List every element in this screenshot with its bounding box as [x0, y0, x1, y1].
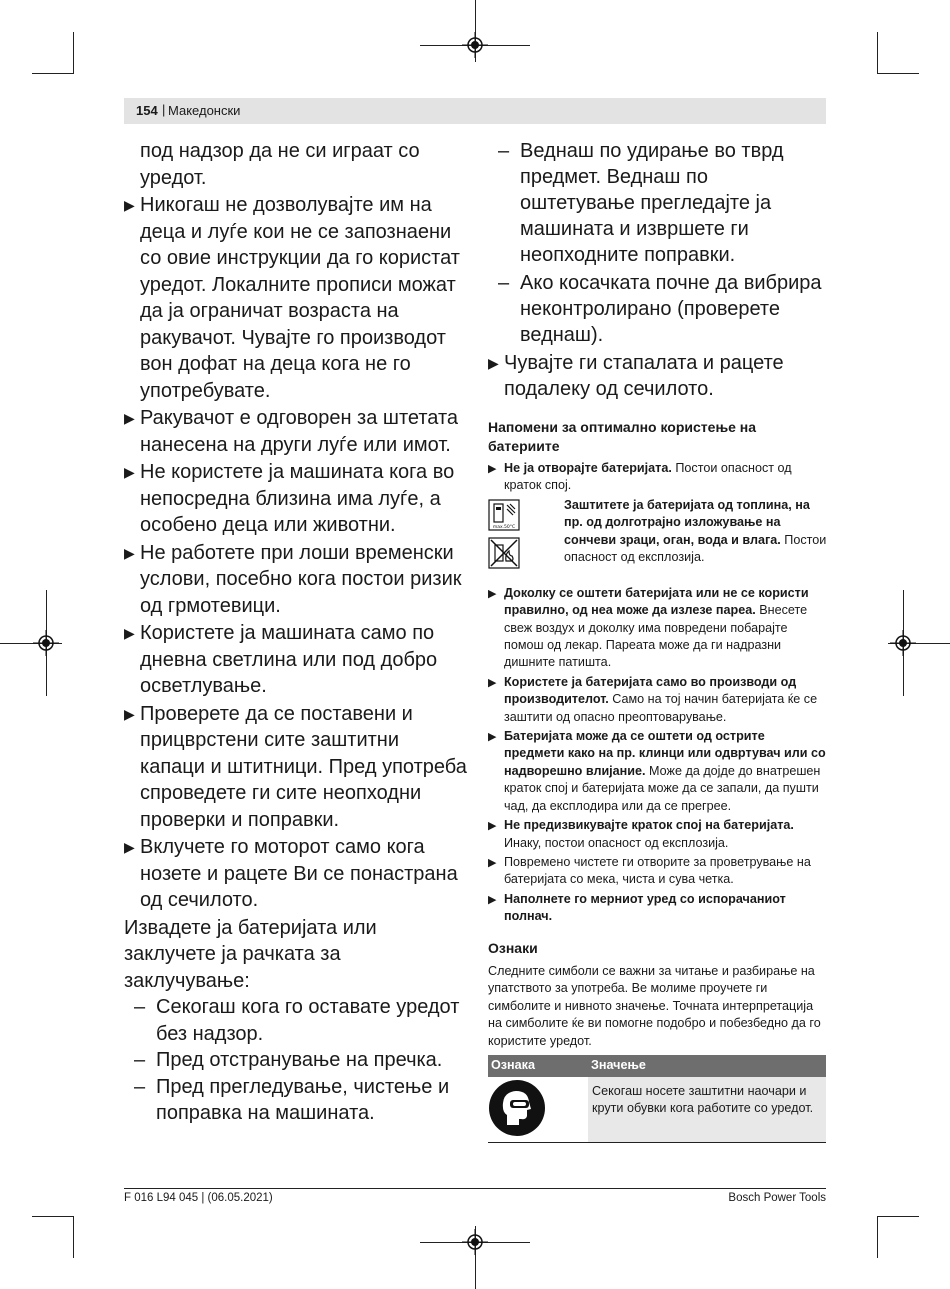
dash-item: – Пред прегледување, чистење и поправка на машината. — [134, 1075, 450, 1124]
bullet-triangle-icon: ▶ — [488, 856, 497, 869]
list-item: ▶ Не ја отворајте батеријата. Постои опасност од краток спој. — [488, 461, 792, 493]
dash-item: – Ако косачката почне да вибрира неконтролирано (проверете веднаш). — [498, 272, 822, 346]
registration-mark-icon — [462, 1229, 488, 1255]
crop-mark — [32, 73, 74, 74]
list-item: ▶ Не работете при лоши временски услови, посебно кога постои ризик од грмотевици. — [124, 541, 462, 617]
list-item: ▶ Не предизвикувајте краток спој на батеријата. Инаку, постои опасност од експлозија. — [488, 818, 794, 850]
bullet-triangle-icon: ▶ — [488, 587, 497, 600]
page-header — [124, 98, 826, 124]
crop-mark — [877, 32, 878, 74]
crop-mark — [73, 1216, 74, 1258]
symbols-intro: Следните симболи се важни за читање и разбирање на упатството за употреба. Ве молиме проучете ги симболите и нивното значење. Точната интерпретација на симболите ќе ви помогне подобро и побезбедно да го користите уредот. — [488, 963, 821, 1048]
dash-item: – Пред отстранување на пречка. — [134, 1049, 443, 1071]
no-fire-water-icon — [488, 537, 520, 569]
bullet-triangle-icon: ▶ — [488, 355, 499, 371]
list-item: ▶ Користете ја батеријата само во производи од производителот. Само на тој начин батеријата ќе се заштити од опасно преоптоварување. — [488, 674, 818, 724]
list-item: ▶ Повремено чистете ги отворите за проветрување на батеријата со мека, чиста и сува четка. — [488, 854, 811, 887]
table-header-meaning: Значење — [588, 1055, 826, 1077]
heat-warning-text: Заштитете ја батеријата од топлина, на пр. од долготрајно изложување на сончеви зраци, оган, вода и влага. Постои опасност од експлозија. — [564, 497, 827, 565]
crop-mark — [73, 32, 74, 74]
bullet-triangle-icon: ▶ — [124, 197, 135, 213]
registration-mark-icon — [890, 630, 916, 656]
footer-divider — [124, 1188, 826, 1189]
registration-mark-icon — [462, 32, 488, 58]
list-item: ▶ Доколку се оштети батеријата или не се користи правилно, од неа може да излезе пареа. Внесете свеж воздух и доколку има повредени побарајте помош од лекар. Пареата може да ги надразни дишните патишта. — [488, 585, 809, 670]
svg-text:max.50°C: max.50°C — [492, 524, 516, 530]
header-language: Македонски — [168, 103, 241, 118]
symbol-cell — [488, 1077, 588, 1143]
list-item: ▶ Чувајте ги стапалата и рацете подалеку од сечилото. — [488, 352, 784, 400]
battery-notes-section — [488, 418, 828, 1143]
crop-mark — [32, 1216, 74, 1217]
list-item: ▶ Вклучете го моторот само кога нозете и рацете Ви се понастрана од сечилото. — [124, 836, 458, 911]
bullet-triangle-icon: ▶ — [124, 839, 135, 855]
bullet-triangle-icon: ▶ — [488, 676, 497, 689]
header-separator: | — [162, 102, 166, 117]
right-column-top — [488, 138, 828, 402]
crop-mark — [877, 1216, 878, 1258]
footer-doc-id: F 016 L94 045 | (06.05.2021) — [124, 1192, 273, 1204]
bullet-triangle-icon: ▶ — [124, 544, 135, 561]
dash-item: – Секогаш кога го оставате уредот без надзор. — [134, 996, 460, 1045]
list-item: ▶ Користете ја машината само по дневна светлина или под добро осветлување. — [124, 622, 438, 697]
registration-mark-icon — [33, 630, 59, 656]
table-row — [488, 1077, 826, 1143]
page-number: 154 — [136, 103, 158, 118]
battery-warning-icons — [488, 497, 828, 583]
bullet-triangle-icon: ▶ — [488, 731, 497, 744]
crop-mark — [877, 73, 919, 74]
instruction-text: Извадете ја батеријата или заклучете ја рачката за заклучување: — [124, 916, 377, 992]
crop-mark — [877, 1216, 919, 1217]
list-item: ▶ Наполнете го мерниот уред со испорачаниот полнач. — [488, 891, 786, 924]
safety-goggles-boots-icon — [488, 1079, 546, 1137]
bullet-triangle-icon: ▶ — [124, 410, 135, 426]
bullet-triangle-icon: ▶ — [488, 463, 497, 475]
list-item: ▶ Батеријата може да се оштети од острите предмети како на пр. клинци или одвртувач или со надворешно влијание. Може да дојде до внатрешен краток спој и батеријата може да се запали, да пушти чад, да експлодира или да се прегрее. — [488, 729, 826, 813]
list-item: ▶ Ракувачот е одговорен за штетата нанесена на други луѓе или имот. — [124, 407, 459, 456]
meaning-cell: Секогаш носете заштитни наочари и крути обувки кога работите со уредот. — [588, 1077, 826, 1143]
symbols-heading: Ознаки — [488, 939, 538, 956]
list-item: ▶ Не користете ја машината кога во непосредна близина има луѓе, а особено деца или животни. — [124, 461, 455, 536]
list-item: ▶ Проверете да се поставени и прицврстени сите заштитни капаци и штитници. Пред употреба спроведете ги сите неопходни проверки и поправки. — [124, 702, 467, 831]
symbols-table — [488, 1055, 826, 1143]
bullet-triangle-icon: ▶ — [488, 893, 497, 906]
bullet-triangle-icon: ▶ — [124, 464, 135, 480]
bullet-triangle-icon: ▶ — [488, 820, 497, 833]
list-item: ▶ Никогаш не дозволувајте им на деца и луѓе кои не се запознаени со овие инструкции да го користат уредот. Локалните прописи можат да ја ограничат возраста на ракувачот. Чувајте го производот вон дофат на деца кога не го употребувате. — [124, 194, 460, 402]
table-header-symbol: Ознака — [488, 1055, 588, 1077]
continuation-text: под надзор да не си играат со уредот. — [140, 140, 420, 189]
dash-item: – Веднаш по удирање во тврд предмет. Веднаш по оштетување прегледајте ја машината и извршете ги неопходните поправки. — [498, 140, 784, 266]
footer-brand: Bosch Power Tools — [728, 1192, 826, 1204]
section-heading: Напомени за оптимално користење на батериите — [488, 419, 757, 454]
left-column — [124, 138, 469, 1127]
bullet-triangle-icon: ▶ — [124, 625, 135, 641]
heat-sun-warning-icon — [488, 499, 520, 531]
bullet-triangle-icon: ▶ — [124, 705, 135, 722]
